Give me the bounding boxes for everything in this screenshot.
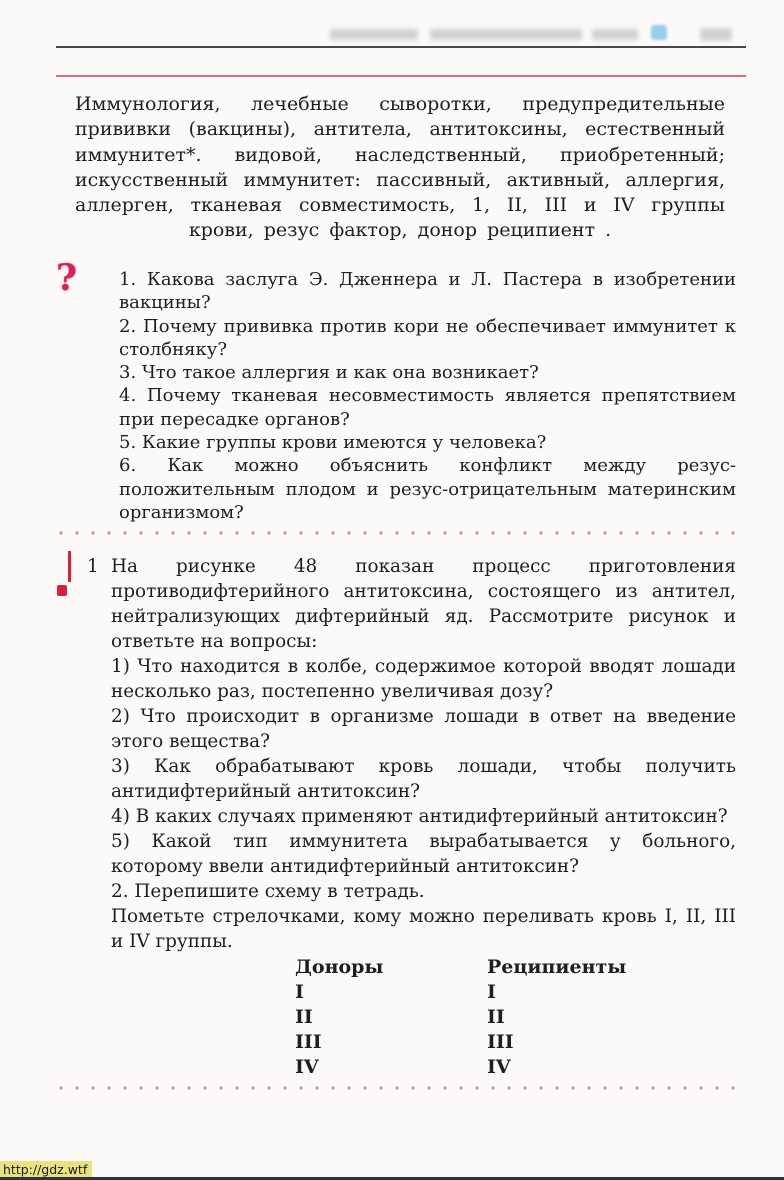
questions-list (119, 268, 736, 524)
task-block (87, 554, 736, 954)
accent-rule (56, 75, 746, 77)
question-item: 1. Какова заслуга Э. Дженнера и Л. Пастера в изобретении вакцины? (119, 269, 736, 314)
header-blur-strip (430, 29, 582, 40)
donors-header: Доноры (295, 956, 384, 978)
task-item-2-note: Пометьте стрелочками, кому можно переливать кровь I, II, III и IV группы. (111, 906, 736, 952)
donor-group: IV (295, 1056, 319, 1078)
question-item: 4. Почему тканевая несовместимость является препятствием при пересадке органов? (119, 385, 736, 430)
exclamation-dot (57, 585, 67, 596)
recipient-group: III (487, 1031, 514, 1053)
question-item: 3. Что такое аллергия и как она возникает? (119, 362, 539, 384)
header-page-number-blur (700, 28, 732, 41)
recipient-group: IV (487, 1056, 511, 1078)
blood-groups-table (295, 955, 679, 1080)
question-item: 6. Как можно объяснить конфликт между резус-положительным плодом и резус-отрицательным материнским организмом? (119, 455, 736, 523)
recipient-group: I (487, 981, 496, 1003)
recipient-group: II (487, 1006, 505, 1028)
task-subquestion: 2) Что происходит в организме лошади в ответ на введение этого вещества? (111, 706, 736, 752)
donor-group: II (295, 1006, 313, 1028)
recipients-column (487, 955, 679, 1080)
dotted-separator (58, 1085, 746, 1091)
donors-column (295, 955, 487, 1080)
task-subquestion: 1) Что находится в колбе, содержимое которой вводят лошади несколько раз, постепенно увеличивая дозу? (111, 656, 736, 702)
header-rule (56, 46, 746, 48)
dotted-separator (58, 530, 746, 536)
watermark-url: http://gdz.wtf (0, 1161, 92, 1179)
exclamation-bar (68, 551, 71, 582)
question-mark-icon: ? (56, 257, 78, 299)
donor-group: I (295, 981, 304, 1003)
question-item: 2. Почему прививка против кори не обеспечивает иммунитет к столбняку? (119, 315, 736, 360)
header-page-marker-icon (651, 25, 667, 40)
header-blur-strip (330, 29, 418, 40)
exclamation-icon (57, 551, 73, 597)
task-subquestion: 4) В каких случаях применяют антидифтерийный антитоксин? (111, 806, 728, 827)
task-intro-wrap (87, 554, 736, 654)
header-blur-strip (592, 29, 638, 40)
vocabulary-paragraph: Иммунология, лечебные сыворотки, предупредительные прививки (вакцины), антитела, антитоксины, естественный иммунитет*. видовой, наследственный, приобретенный; искусственный иммунитет: пассивный, активный, аллергия, аллерген, тканевая совместимость, 1, II, III и IV группы крови, резус фактор, донор реципиент . (75, 93, 725, 242)
donor-group: III (295, 1031, 322, 1053)
task-number: 1 (87, 556, 99, 577)
task-item-2: 2. Перепишите схему в тетрадь. (111, 881, 425, 902)
task-subquestion: 5) Какой тип иммунитета вырабатывается у больного, которому ввели антидифтерийный антитоксин? (111, 831, 736, 877)
task-intro: На рисунке 48 показан процесс приготовления противодифтерийного антитоксина, состоящего из антител, нейтрализующих дифтерийный яд. Рассмотрите рисунок и ответьте на вопросы: (111, 556, 736, 652)
question-item: 5. Какие группы крови имеются у человека? (119, 432, 547, 454)
task-subquestion: 3) Как обрабатывают кровь лошади, чтобы получить антидифтерийный антитоксин? (111, 756, 736, 802)
recipients-header: Реципиенты (487, 956, 627, 978)
